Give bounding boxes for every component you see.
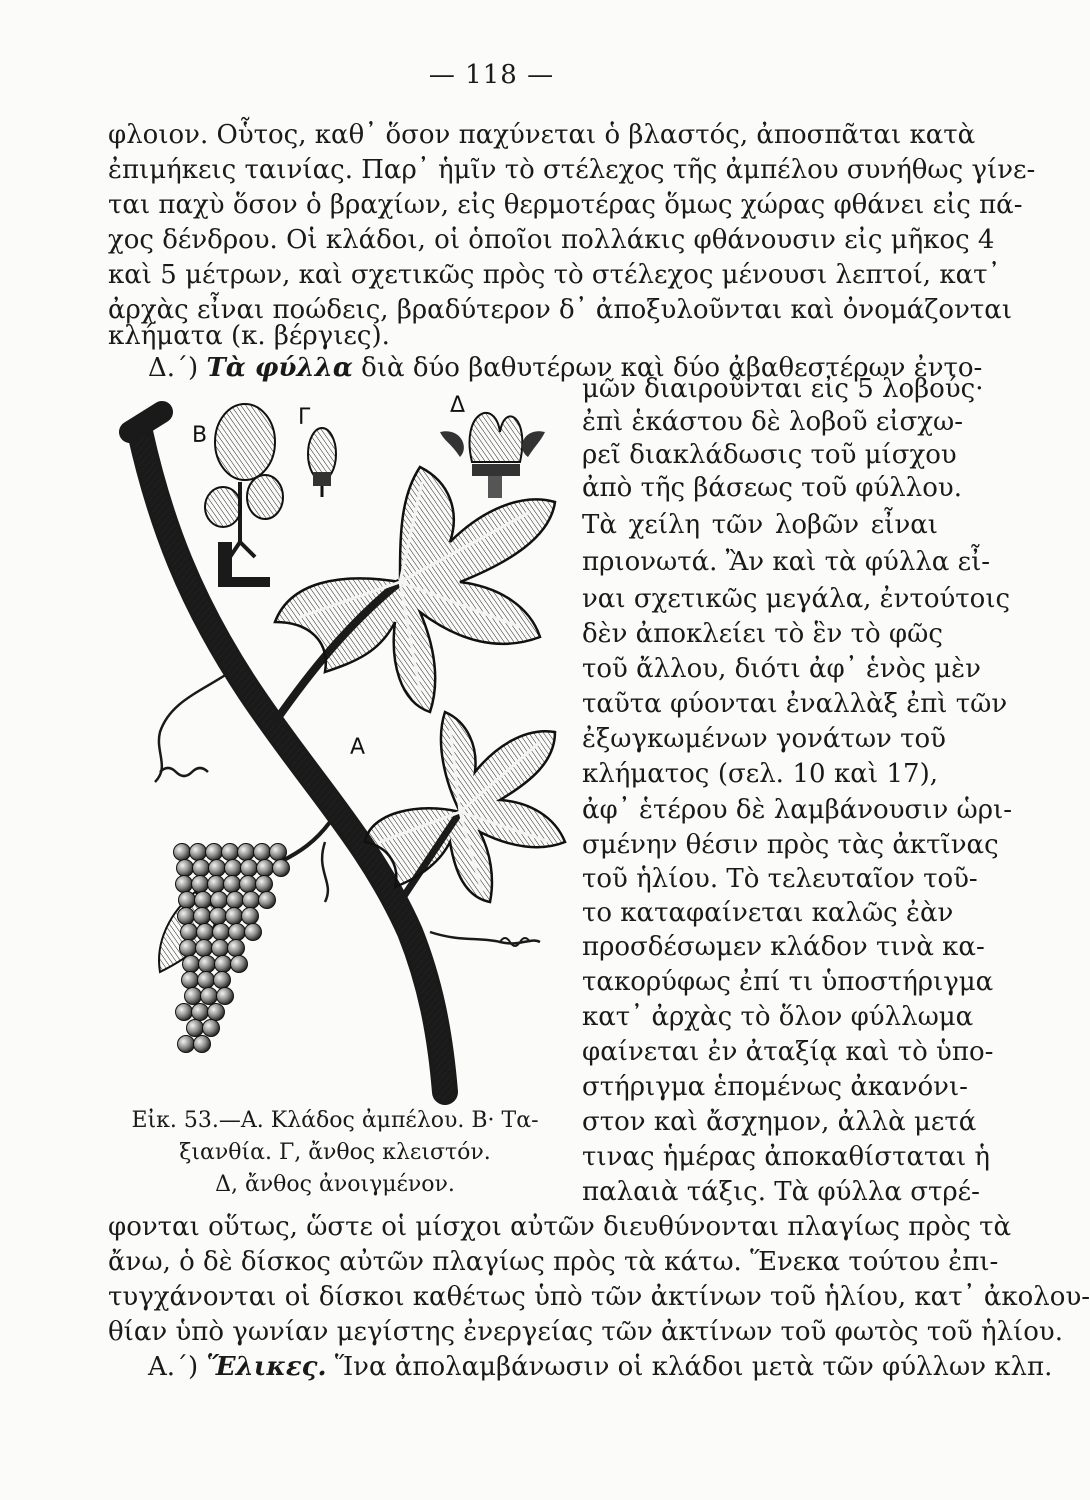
figure-label-g: Γ: [298, 405, 311, 430]
grape-berry: [198, 972, 215, 989]
column-line: ρεῖ διακλάδωσις τοῦ μίσχου: [582, 440, 957, 470]
grape-berry: [190, 844, 207, 861]
column-line: κλήματος (σελ. 10 καὶ 17),: [582, 759, 938, 789]
grape-berry: [208, 876, 225, 893]
column-line: στον καὶ ἄσχημον, ἀλλὰ μετά: [582, 1107, 977, 1137]
text-line: καὶ 5 μέτρων, καὶ σχετικῶς πρὸς τὸ στέλεχος μένουσι λεπτοί, κατ᾽: [108, 260, 1001, 290]
grape-berry: [179, 892, 196, 909]
grape-berry: [229, 924, 246, 941]
grape-berry: [257, 860, 274, 877]
grape-berry: [214, 972, 231, 989]
page-number: — 118 —: [428, 60, 555, 90]
grape-berry: [241, 860, 258, 877]
grape-berry: [193, 860, 210, 877]
grape-berry: [181, 924, 198, 941]
grape-cluster: [159, 822, 330, 1053]
column-line: κατ᾽ ἀρχὰς τὸ ὅλον φύλλωμα: [582, 1002, 974, 1032]
grape-berry: [226, 908, 243, 925]
grape-berry: [213, 924, 230, 941]
caption-line: Εἰκ. 53.—Α. Κλάδος ἀμπέλου. Β· Τα-: [131, 1108, 539, 1133]
grape-berry: [196, 940, 213, 957]
grape-berry: [203, 1020, 220, 1037]
grape-berry: [254, 844, 271, 861]
column-line: ναι σχετικῶς μεγάλα, ἐντούτοις: [582, 584, 1011, 614]
grape-berry: [178, 908, 195, 925]
vine-leaf-upper: [275, 467, 555, 712]
text-line: φλοιον. Οὗτος, καθ᾽ ὅσον παχύνεται ὁ βλαστός, ἀποσπᾶται κατὰ: [108, 120, 976, 150]
grape-berry: [273, 860, 290, 877]
grape-berry: [194, 1036, 211, 1053]
tendril: [155, 672, 230, 782]
grape-berry: [238, 844, 255, 861]
column-line: ταῦτα φύονται ἐναλλὰξ ἐπὶ τῶν: [582, 689, 1008, 719]
column-line: τοῦ ἡλίου. Τὸ τελευταῖον τοῦ-: [582, 864, 978, 894]
text-line: φονται οὕτως, ὥστε οἱ μίσχοι αὐτῶν διευθύνονται πλαγίως πρὸς τὰ: [108, 1212, 1012, 1242]
caption-line: ξιανθία. Γ, ἄνθος κλειστόν.: [179, 1140, 491, 1165]
grape-berry: [195, 892, 212, 909]
grape-berry: [180, 940, 197, 957]
grape-berry: [209, 860, 226, 877]
column-line: ἐπὶ ἑκάστου δὲ λοβοῦ εἰσχω-: [582, 407, 964, 437]
grape-berry: [217, 988, 234, 1005]
grape-berry: [192, 1004, 209, 1021]
text-line: ται παχὺ ὅσον ὁ βραχίων, εἰς θερμοτέρας ὅμως χώρας φθάνει εἰς πά-: [108, 190, 1023, 220]
figure-label-b: Β: [192, 423, 208, 448]
grape-berry: [242, 908, 259, 925]
grape-berry: [183, 956, 200, 973]
figure-label-d: Δ: [450, 393, 466, 418]
grape-berry: [215, 956, 232, 973]
grape-berry: [243, 892, 260, 909]
grape-berry: [245, 924, 262, 941]
grape-berry: [177, 860, 194, 877]
grape-berry: [259, 892, 276, 909]
grape-berry: [227, 892, 244, 909]
closed-flower-figure: [308, 428, 336, 497]
grape-berry: [176, 876, 193, 893]
text-line: ἀρχὰς εἶναι ποώδεις, βραδύτερον δ᾽ ἀποξυλοῦνται καὶ ὀνομάζονται: [108, 295, 1013, 325]
column-line: ἐξωγκωμένων γονάτων τοῦ: [582, 724, 946, 754]
grape-berry: [192, 876, 209, 893]
grape-berry: [225, 860, 242, 877]
grape-berry: [176, 1004, 193, 1021]
grape-berry: [222, 844, 239, 861]
grape-berry: [201, 988, 218, 1005]
grape-berry: [212, 940, 229, 957]
grape-berry: [182, 972, 199, 989]
text-line: τυγχάνονται οἱ δίσκοι καθέτως ὑπὸ τῶν ἀκτίνων τοῦ ἡλίου, κατ᾽ ἀκολου-: [108, 1282, 1090, 1312]
column-line: φαίνεται ἐν ἀταξίᾳ καὶ τὸ ὑπο-: [582, 1037, 994, 1067]
grape-berry: [178, 1036, 195, 1053]
grape-berry: [194, 908, 211, 925]
grape-berry: [187, 1020, 204, 1037]
inflorescence-figure: [205, 404, 283, 587]
grape-berry: [185, 988, 202, 1005]
column-line: Τὰ χείλη τῶν λοβῶν εἶναι: [582, 510, 938, 540]
grape-berry: [211, 892, 228, 909]
column-line: ἀφ᾽ ἑτέρου δὲ λαμβάνουσιν ὡρι-: [582, 795, 1012, 825]
grapevine-illustration: [100, 372, 570, 1102]
section-title: Τὰ φύλλα: [206, 353, 353, 383]
figure-label-a: Α: [350, 735, 366, 760]
text-line: ἐπιμήκεις ταινίας. Παρ᾽ ἡμῖν τὸ στέλεχος τῆς ἀμπέλου συνήθως γίνε-: [108, 155, 1036, 185]
column-line: τοῦ ἄλλου, διότι ἀφ᾽ ἑνὸς μὲν: [582, 654, 981, 684]
grape-berry: [199, 956, 216, 973]
text-line: θίαν ὑπὸ γωνίαν μεγίστης ἐνεργείας τῶν ἀκτίνων τοῦ φωτὸς τοῦ ἡλίου.: [108, 1317, 1063, 1347]
figure-caption: [100, 1105, 570, 1201]
section-text: Ἵνα ἀπολαμβάνωσιν οἱ κλάδοι μετὰ τῶν φύλλων κλπ.: [326, 1352, 1053, 1382]
column-line: δὲν ἀποκλείει τὸ ἓν τὸ φῶς: [582, 619, 943, 649]
column-line: παλαιὰ τάξις. Τὰ φύλλα στρέ-: [582, 1177, 980, 1207]
text-line: ἄνω, ὁ δὲ δίσκος αὐτῶν πλαγίως πρὸς τὰ κάτω. Ἕνεκα τούτου ἐπι-: [108, 1247, 999, 1277]
grape-berry: [224, 876, 241, 893]
tendrils-heading: [148, 1350, 1053, 1384]
column-line: τακορύφως ἐπί τι ὑποστήριγμα: [582, 967, 994, 997]
column-line: πριονωτά. Ἂν καὶ τὰ φύλλα εἶ-: [582, 547, 991, 577]
grape-berry: [228, 940, 245, 957]
column-line: ἀπὸ τῆς βάσεως τοῦ φύλλου.: [582, 473, 962, 503]
caption-line: Δ, ἄνθος ἀνοιγμένον.: [215, 1172, 455, 1197]
section-prefix: Δ.´): [148, 353, 207, 383]
column-line: μῶν διαιροῦνται εἰς 5 λοβούς·: [582, 374, 984, 404]
grape-berry: [174, 844, 191, 861]
section-prefix: Α.´): [148, 1352, 207, 1382]
column-line: το καταφαίνεται καλῶς ἐὰν: [582, 898, 954, 928]
grape-berry: [210, 908, 227, 925]
column-line: προσδέσωμεν κλάδον τινὰ κα-: [582, 932, 985, 962]
grape-berry: [208, 1004, 225, 1021]
text-line: κλήματα (κ. βέργιες).: [108, 321, 390, 351]
grape-berry: [206, 844, 223, 861]
column-line: σμένην θέσιν πρὸς τὰς ἀκτῖνας: [582, 830, 999, 860]
grape-berry: [256, 876, 273, 893]
grape-berry: [270, 844, 287, 861]
column-line: τινας ἡμέρας ἀποκαθίσταται ἡ: [582, 1142, 991, 1172]
grape-berry: [240, 876, 257, 893]
text-line: χος δένδρου. Οἱ κλάδοι, οἱ ὁποῖοι πολλάκις φθάνουσιν εἰς μῆκος 4: [108, 225, 995, 255]
grape-berry: [197, 924, 214, 941]
open-flower-figure: [440, 413, 545, 498]
column-line: στήριγμα ἑπομένως ἀκανόνι-: [582, 1072, 968, 1102]
section-text: διὰ δύο βαθυτέρων καὶ δύο ἀβαθεστέρων ἐντο-: [352, 353, 983, 383]
grape-berry: [231, 956, 248, 973]
section-title: Ἕλικες.: [206, 1352, 327, 1382]
